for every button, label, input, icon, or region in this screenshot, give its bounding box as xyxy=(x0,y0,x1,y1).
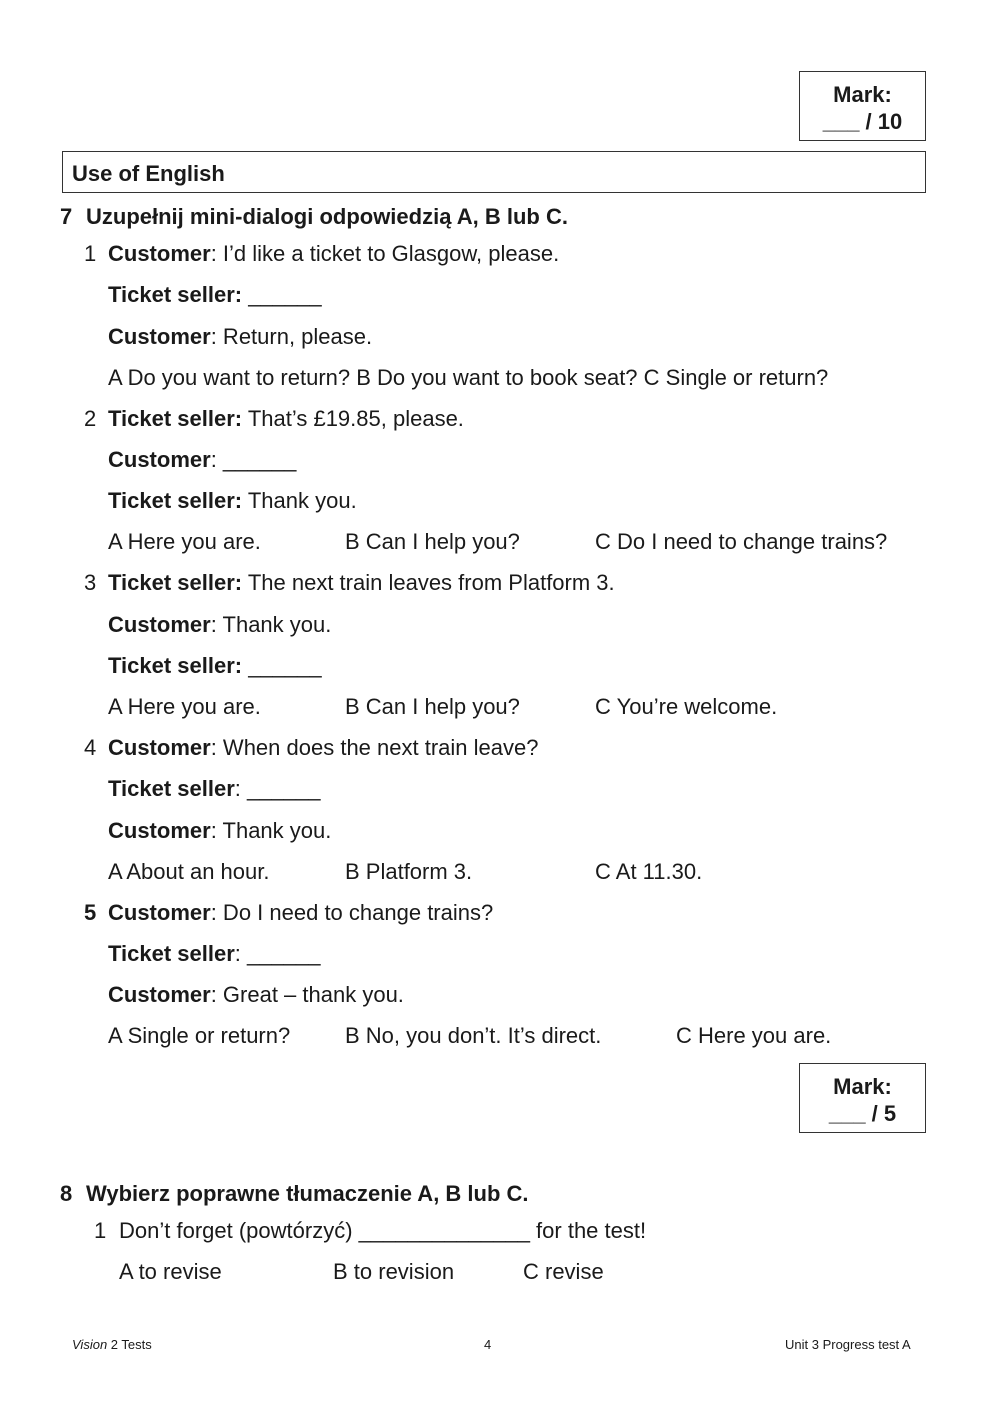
item-number: 1 xyxy=(84,241,97,266)
speaker-colon: : xyxy=(210,900,217,925)
line-text: That’s £19.85, please. xyxy=(242,406,464,431)
answer-blank: ______ xyxy=(216,447,297,472)
speaker: Ticket seller: xyxy=(108,653,243,678)
option-b: B Can I help you? xyxy=(345,529,520,554)
dialogue-line xyxy=(108,653,322,679)
item-number: 5 xyxy=(84,900,97,925)
option-a: A Here you are. xyxy=(108,694,261,719)
speaker: Ticket seller xyxy=(108,941,235,966)
footer-left xyxy=(72,1337,152,1353)
item-number: 2 xyxy=(84,406,97,431)
speaker: Customer xyxy=(108,900,211,925)
option-b: B Platform 3. xyxy=(345,859,473,884)
mark-box-exercise-7 xyxy=(799,1063,926,1133)
mark-label: Mark: xyxy=(833,1074,892,1099)
option-a: A About an hour. xyxy=(108,859,270,884)
dialogue-line xyxy=(108,941,320,967)
option-a: A Here you are. xyxy=(108,529,261,554)
line-text: Return, please. xyxy=(216,324,373,349)
speaker: Customer xyxy=(108,324,211,349)
speaker-colon: : xyxy=(210,324,217,349)
speaker: Customer xyxy=(108,241,211,266)
translation-sentence: Don’t forget (powtórzyć) ______________ for the test! xyxy=(119,1218,647,1243)
speaker: Ticket seller: xyxy=(108,570,243,595)
speaker-colon: : xyxy=(210,818,217,843)
mark-score: ___ / 5 xyxy=(828,1101,897,1126)
answer-blank: ______ xyxy=(240,941,321,966)
answer-blank: ______ xyxy=(240,776,321,801)
speaker: Ticket seller xyxy=(108,776,235,801)
speaker: Customer xyxy=(108,982,211,1007)
exercise-7-instruction: Uzupełnij mini-dialogi odpowiedzią A, B lub C. xyxy=(86,204,568,229)
speaker: Ticket seller: xyxy=(108,406,243,431)
speaker: Ticket seller: xyxy=(108,282,243,307)
speaker: Customer xyxy=(108,735,211,760)
dialogue-line xyxy=(108,735,538,761)
mark-label: Mark: xyxy=(833,82,892,107)
line-text: Great – thank you. xyxy=(216,982,404,1007)
dialogue-line xyxy=(108,570,615,596)
option-c: C Here you are. xyxy=(676,1023,832,1048)
line-text: Do I need to change trains? xyxy=(216,900,494,925)
line-text: Thank you. xyxy=(216,818,332,843)
speaker-colon: : xyxy=(234,776,241,801)
option-b: B Can I help you? xyxy=(345,694,520,719)
dialogue-line xyxy=(108,776,320,802)
item-number: 4 xyxy=(84,735,97,760)
speaker-colon: : xyxy=(210,982,217,1007)
dialogue-line xyxy=(108,282,322,308)
speaker-colon: : xyxy=(210,447,217,472)
dialogue-line xyxy=(108,406,464,432)
footer-book-rest: 2 Tests xyxy=(107,1337,152,1352)
line-text: The next train leaves from Platform 3. xyxy=(242,570,615,595)
line-text: Thank you. xyxy=(216,612,332,637)
mark-score: ___ / 10 xyxy=(822,109,903,134)
mark-box-total xyxy=(799,71,926,141)
speaker: Customer xyxy=(108,818,211,843)
exercise-7-number: 7 xyxy=(60,204,73,229)
speaker-colon: : xyxy=(210,612,217,637)
dialogue-line xyxy=(108,241,559,267)
option-c: C revise xyxy=(523,1259,604,1284)
line-text: I’d like a ticket to Glasgow, please. xyxy=(216,241,560,266)
option-c: C At 11.30. xyxy=(595,859,703,884)
option-b: B No, you don’t. It’s direct. xyxy=(345,1023,602,1048)
option-a: A Single or return? xyxy=(108,1023,291,1048)
answer-options: A Do you want to return? B Do you want to book seat? C Single or return? xyxy=(108,365,829,390)
item-number: 1 xyxy=(94,1218,107,1243)
footer-book-title: Vision xyxy=(72,1337,108,1352)
section-title: Use of English xyxy=(72,161,225,186)
speaker-colon: : xyxy=(234,941,241,966)
speaker-colon: : xyxy=(210,241,217,266)
dialogue-line xyxy=(108,324,372,350)
dialogue-line xyxy=(108,900,493,926)
dialogue-line xyxy=(108,612,331,638)
option-c: C You’re welcome. xyxy=(595,694,778,719)
item-number: 3 xyxy=(84,570,97,595)
section-title-box xyxy=(62,151,926,193)
speaker: Customer xyxy=(108,447,211,472)
answer-blank: ______ xyxy=(242,282,322,307)
option-c: C Do I need to change trains? xyxy=(595,529,888,554)
line-text: When does the next train leave? xyxy=(216,735,539,760)
dialogue-line xyxy=(108,982,404,1008)
speaker-colon: : xyxy=(210,735,217,760)
footer-right: Unit 3 Progress test A xyxy=(785,1337,911,1352)
dialogue-line xyxy=(108,818,331,844)
speaker: Customer xyxy=(108,612,211,637)
speaker: Ticket seller: xyxy=(108,488,243,513)
exercise-8-number: 8 xyxy=(60,1181,73,1206)
exercise-8-instruction: Wybierz poprawne tłumaczenie A, B lub C. xyxy=(86,1181,529,1206)
option-b: B to revision xyxy=(333,1259,455,1284)
footer-page-number: 4 xyxy=(484,1337,492,1352)
dialogue-line xyxy=(108,447,296,473)
answer-blank: ______ xyxy=(242,653,322,678)
line-text: Thank you. xyxy=(242,488,357,513)
option-a: A to revise xyxy=(119,1259,222,1284)
dialogue-line xyxy=(108,488,357,514)
